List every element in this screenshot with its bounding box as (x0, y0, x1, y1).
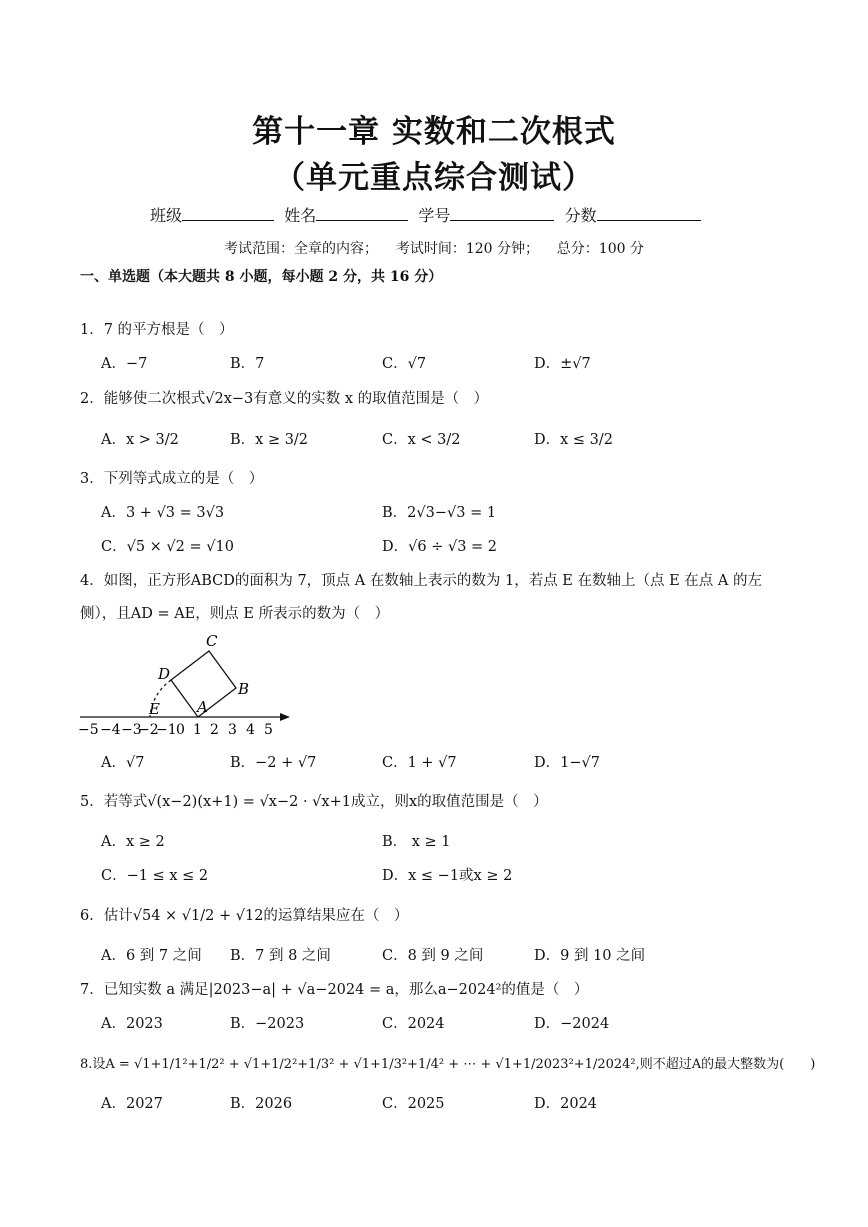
question-4-stem-line1: 4．如图，正方形ABCD的面积为 7，顶点 A 在数轴上表示的数为 1，若点 E 在数轴上（点 E 在点 A 的左 (80, 573, 762, 589)
q6-option-d[interactable]: D．9 到 10 之间 (534, 948, 646, 964)
q2-option-d[interactable]: D．x ≤ 3/2 (534, 432, 614, 448)
q1-option-b[interactable]: B．7 (230, 356, 265, 372)
q4-option-d[interactable]: D．1−√7 (534, 755, 600, 771)
q3-option-b[interactable]: B．2√3−√3 = 1 (382, 505, 497, 521)
axis-tick-labels (78, 722, 273, 738)
tick-label: −4 (100, 722, 121, 738)
tick-label: 0 (176, 722, 185, 738)
section-title: 一、单选题（本大题共 8 小题，每小题 2 分，共 16 分） (80, 269, 443, 285)
label-point-b: B (238, 680, 250, 698)
q8-option-d[interactable]: D．2024 (534, 1096, 598, 1112)
field-id-blank[interactable] (450, 206, 554, 221)
field-class-label: 班级 (150, 206, 183, 225)
question-3-stem: 3．下列等式成立的是（ ） (80, 471, 264, 487)
q6-option-b[interactable]: B．7 到 8 之间 (230, 948, 331, 964)
tick-label: 3 (228, 722, 237, 738)
axis-arrow-icon (280, 713, 290, 721)
tick-label: 5 (264, 722, 273, 738)
q6-option-a[interactable]: A．6 到 7 之间 (101, 948, 202, 964)
tick-label: 4 (246, 722, 255, 738)
q7-option-a[interactable]: A．2023 (101, 1016, 163, 1032)
field-score-blank[interactable] (597, 206, 701, 221)
question-6-stem: 6．估计√54 × √1/2 + √12的运算结果应在（ ） (80, 908, 409, 924)
field-name-label: 姓名 (284, 206, 317, 225)
field-class-blank[interactable] (182, 206, 274, 221)
question-4-stem-line2: 侧），且AD = AE，则点 E 所表示的数为（ ） (80, 606, 390, 622)
label-point-a: A (197, 698, 208, 716)
field-score-label: 分数 (564, 206, 597, 225)
question-2-stem: 2．能够使二次根式√2x−3有意义的实数 x 的取值范围是（ ） (80, 391, 489, 407)
tick-label: −5 (78, 722, 99, 738)
q5-option-c[interactable]: C．−1 ≤ x ≤ 2 (101, 868, 209, 884)
q5-option-b[interactable]: B． x ≥ 1 (382, 834, 451, 850)
tick-label: 2 (210, 722, 219, 738)
tick-label: −2 (138, 722, 159, 738)
q4-option-a[interactable]: A．√7 (101, 755, 145, 771)
q5-option-d[interactable]: D．x ≤ −1或x ≥ 2 (382, 868, 513, 884)
question-8-stem: 8.设A = √1+1/1²+1/2² + √1+1/2²+1/3² + √1+1/3²+1/4² + ⋯ + √1+1/2023²+1/2024²,则不超过A的最大整数为( ) (80, 1057, 816, 1072)
question-1-stem: 1．7 的平方根是（ ） (80, 322, 234, 338)
exam-info: 考试范围：全章的内容； 考试时间：120 分钟； 总分：100 分 (224, 241, 644, 257)
label-point-e: E (149, 700, 160, 718)
q8-option-b[interactable]: B．2026 (230, 1096, 293, 1112)
q4-option-c[interactable]: C．1 + √7 (382, 755, 457, 771)
q1-option-d[interactable]: D．±√7 (534, 356, 591, 372)
field-name-blank[interactable] (316, 206, 408, 221)
q6-option-c[interactable]: C．8 到 9 之间 (382, 948, 484, 964)
q2-option-b[interactable]: B．x ≥ 3/2 (230, 432, 309, 448)
q2-option-c[interactable]: C．x < 3/2 (382, 432, 461, 448)
q3-option-d[interactable]: D．√6 ÷ √3 = 2 (382, 539, 498, 555)
q7-option-b[interactable]: B．−2023 (230, 1016, 305, 1032)
field-id-label: 学号 (418, 206, 451, 225)
q4-option-b[interactable]: B．−2 + √7 (230, 755, 317, 771)
question-5-stem: 5．若等式√(x−2)(x+1) = √x−2 · √x+1成立，则x的取值范围是（ ） (80, 794, 548, 810)
student-info-line (150, 203, 701, 226)
tick-label: −3 (121, 722, 142, 738)
q5-option-a[interactable]: A．x ≥ 2 (101, 834, 165, 850)
q1-option-a[interactable]: A．−7 (101, 356, 148, 372)
q3-option-a[interactable]: A．3 + √3 = 3√3 (101, 505, 225, 521)
q8-option-c[interactable]: C．2025 (382, 1096, 445, 1112)
q8-option-a[interactable]: A．2027 (101, 1096, 163, 1112)
q1-option-c[interactable]: C．√7 (382, 356, 427, 372)
label-point-d: D (158, 665, 171, 683)
tick-label: 1 (193, 722, 202, 738)
label-point-c: C (206, 632, 218, 650)
page-title: 第十一章 实数和二次根式 (252, 114, 616, 150)
page-subtitle: （单元重点综合测试） (274, 160, 594, 196)
question-7-stem: 7．已知实数 a 满足|2023−a| + √a−2024 = a，那么a−2024²的值是（ ） (80, 982, 589, 998)
square-number-line-figure (76, 628, 296, 740)
q3-option-c[interactable]: C．√5 × √2 = √10 (101, 539, 234, 555)
q2-option-a[interactable]: A．x > 3/2 (101, 432, 179, 448)
tick-label: −1 (156, 722, 177, 738)
q7-option-c[interactable]: C．2024 (382, 1016, 445, 1032)
q7-option-d[interactable]: D．−2024 (534, 1016, 610, 1032)
